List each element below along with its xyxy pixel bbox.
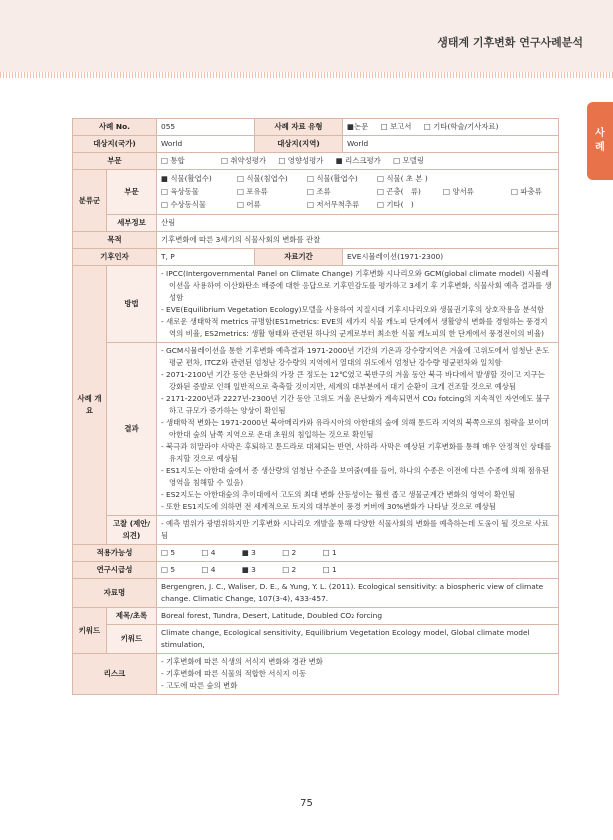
urgency-label: 연구시급성	[73, 562, 157, 579]
method-content	[157, 266, 559, 343]
sector-option: □ 통합	[161, 156, 185, 165]
factor-value: T, P	[157, 249, 255, 266]
rating-option: □ 4	[201, 565, 216, 574]
rating-option: □ 4	[201, 548, 216, 557]
result-item: - 생태학적 변화는 1971-2000년 북아메리카와 유라시아의 아한대의 숲에 의해 툰드라 지역의 북쪽으로의 침략을 보이며 아한대 숲의 남쪽 지역으로 온대 초원의 침입하는 것으로 확인됨	[161, 417, 554, 441]
row-keyword-title	[73, 608, 559, 625]
row-factor	[73, 249, 559, 266]
rating-option: □ 1	[322, 548, 337, 557]
result-item: - ES1지도는 아한대 숲에서 종 생산량의 엄청난 수준을 보여줌(예를 들어, 하나의 수종은 이전에 다른 수종에 의해 점유된 영역을 침해할 수 있음)	[161, 465, 554, 489]
factor-label: 기후인자	[73, 249, 157, 266]
rating-option: ■ 3	[241, 565, 256, 574]
sector-options	[157, 153, 559, 170]
discussion-label: 고찰 (제안/의견)	[107, 516, 157, 545]
taxon-option: □ 포유류	[237, 187, 268, 196]
header-title: 생태계 기후변화 연구사례분석	[437, 36, 583, 49]
region-value: World	[343, 136, 559, 153]
taxon-option: □ 식물(활엽수)	[307, 174, 358, 183]
type-option: □ 기타(학술/기사자료)	[423, 122, 499, 131]
rating-option: ■ 3	[241, 548, 256, 557]
case-table	[72, 118, 559, 695]
taxon-option: □ 식물( 초 본 )	[377, 174, 428, 183]
purpose-label: 목적	[73, 232, 157, 249]
row-sector	[73, 153, 559, 170]
taxon-option: □ 어류	[237, 200, 261, 209]
row-country	[73, 136, 559, 153]
type-option: ■논문	[347, 122, 369, 131]
title-keyword-value: Boreal forest, Tundra, Desert, Latitude, Doubled CO₂ forcing	[157, 608, 559, 625]
header-band	[0, 0, 613, 72]
case-no-value: 055	[157, 119, 255, 136]
case-no-label: 사례 No.	[73, 119, 157, 136]
title-keyword-label: 제목/초록	[107, 608, 157, 625]
case-type-label: 사례 자료 유형	[255, 119, 343, 136]
sector-option: ■ 리스크평가	[335, 156, 381, 165]
page-number: 75	[300, 798, 313, 809]
row-detail	[73, 215, 559, 232]
method-item: - 새로운 생태학적 metrics 규명함(ES1metrics: EVE의 세가지 식물 캐노피 단계에서 생활양식 변화를 경험하는 풍경지역의 비율, ES2metrics: 생활 형태와 관련된 하나의 군계로부터 최소한 식물 캐노피의 한 단계에서 풍경전이의 비율)	[161, 316, 554, 340]
row-urgency	[73, 562, 559, 579]
taxon-option: ■ 식물(활엽수)	[161, 174, 212, 183]
country-label: 대상지(국가)	[73, 136, 157, 153]
risk-label: 리스크	[73, 654, 157, 695]
rating-option: □ 5	[161, 565, 176, 574]
rating-option: □ 1	[322, 565, 337, 574]
taxon-option: □ 파충류	[511, 187, 542, 196]
result-item: - ES2지도는 아한대숲의 추이대에서 고도의 최대 변화 산등성이는 훨씬 좁고 생물군계간 변화의 영역이 확인됨	[161, 489, 554, 501]
taxon-option: □ 육상동물	[161, 187, 199, 196]
overview-label: 사례 개요	[73, 266, 107, 545]
taxon-options	[157, 170, 559, 215]
result-item: - 북극과 히말라야 사막은 후퇴하고 툰드라로 대체되는 반면, 사하라 사막은 예상된 기후변화를 통해 매우 안정적인 상태를 유지할 것으로 예상됨	[161, 441, 554, 465]
row-keyword	[73, 625, 559, 654]
header-stripe	[0, 72, 613, 78]
taxon-option: □ 식물(침엽수)	[237, 174, 288, 183]
taxon-option: □ 저서무척추류	[307, 200, 360, 209]
row-taxon	[73, 170, 559, 215]
detail-value: 산림	[157, 215, 559, 232]
keyword-value: Climate change, Ecological sensitivity, Equilibrium Vegetation Ecology model, Global climate model stimulation,	[157, 625, 559, 654]
taxon-option: □ 조류	[307, 187, 331, 196]
taxon-option: □ 수상동식물	[161, 200, 207, 209]
row-method	[73, 266, 559, 343]
risk-content	[157, 654, 559, 695]
result-item: - GCM시뮬레이션을 통한 기후변화 예측결과 1971-2000년 기간의 기온과 강수량지역은 겨울에 고위도에서 엄청난 온도 평균 편차, ITCZ와 관련된 엄청난 강수량의 지역에서 열대의 위도에서 엄청난 강수량 평균편차와 일치함	[161, 345, 554, 369]
side-tab-char-1: 사	[595, 128, 605, 139]
row-source	[73, 579, 559, 608]
taxon-option: □ 곤충( 류)	[377, 187, 421, 196]
row-purpose	[73, 232, 559, 249]
period-value: EVE시뮬레이션(1971-2300)	[343, 249, 559, 266]
type-option: □ 보고서	[380, 122, 412, 131]
risk-item: - 고도에 따른 숲의 변화	[161, 680, 554, 692]
sector-option: □ 취약성평가	[220, 156, 267, 165]
discussion-value: - 예측 범위가 광범위하지만 기후변화 시나리오 개발을 통해 다양한 식물사회의 변화를 예측하는데 도움이 될 것으로 사료됨	[157, 516, 559, 545]
method-label: 방법	[107, 266, 157, 343]
result-content	[157, 343, 559, 516]
keyword-label: 키워드	[73, 608, 107, 654]
source-label: 자료명	[73, 579, 157, 608]
sector-label: 부문	[73, 153, 157, 170]
keyword-sub-label: 키워드	[107, 625, 157, 654]
result-item: - 2071-2100년 기간 동안 온난화의 가장 큰 정도는 12℃였고 북반구의 겨울 동안 북극 바다에서 발생할 것이고 지구는 강화된 증발로 인해 일반적으로 축축할 것이지만, 세계의 대부분에서 대기 순환이 크게 건조할 것으로 예상됨	[161, 369, 554, 393]
rating-option: □ 2	[282, 548, 297, 557]
rating-option: □ 5	[161, 548, 176, 557]
period-label: 자료기간	[255, 249, 343, 266]
section-side-tab	[587, 102, 613, 180]
rating-option: □ 2	[282, 565, 297, 574]
row-applicability	[73, 545, 559, 562]
side-tab-char-2: 례	[595, 142, 605, 153]
region-label: 대상지(지역)	[255, 136, 343, 153]
taxon-sector-label: 부문	[107, 170, 157, 215]
applicability-options	[157, 545, 559, 562]
urgency-options	[157, 562, 559, 579]
case-type-options	[343, 119, 559, 136]
purpose-value: 기후변화에 따른 3세기의 식물사회의 변화를 관찰	[157, 232, 559, 249]
taxon-option: □ 기타( )	[377, 200, 414, 209]
taxon-option	[443, 173, 505, 185]
row-risk	[73, 654, 559, 695]
result-item: - 2171-2200년과 2227년-2300년 기간 동안 고위도 겨울 온난화가 계속되면서 CO₂ fotcing의 지속적인 자연에도 불구하고 규모가 증가하는 양상이 확인됨	[161, 393, 554, 417]
taxon-option: □ 양서류	[443, 187, 474, 196]
country-value: World	[157, 136, 255, 153]
source-value: Bergengren, J. C., Waliser, D. E., & Yung, Y. L. (2011). Ecological sensitivity: a biospheric view of climate change. Climatic Change, 107(3-4), 433-457.	[157, 579, 559, 608]
method-item: - IPCC(Intergovernmental Panel on Climate Change) 기후변화 시나리오와 GCM(global climate model) 시뮬레이션을 사용하여 이산화탄소 배증에 대한 응답으로 기후민감도를 평가하고 3세기 후 기후변화, 식물사회 예측 결과를 생성함	[161, 268, 554, 304]
detail-label: 세부정보	[107, 215, 157, 232]
row-discussion	[73, 516, 559, 545]
row-case-no	[73, 119, 559, 136]
risk-item: - 기후변화에 따른 식생의 서식지 변화와 경관 변화	[161, 656, 554, 668]
risk-item: - 기후변화에 따른 식물의 적합한 서식지 이동	[161, 668, 554, 680]
result-label: 결과	[107, 343, 157, 516]
sector-option: □ 모델링	[393, 156, 424, 165]
method-item: - EVE(Equilibrium Vegetation Ecology)모델을 사용하여 지질시대 기후시나리오와 생물권기후의 상호작용을 분석함	[161, 304, 554, 316]
taxon-label: 분류군	[73, 170, 107, 232]
row-result	[73, 343, 559, 516]
sector-option: □ 영향성평가	[278, 156, 324, 165]
applicability-label: 적용가능성	[73, 545, 157, 562]
result-item: - 또한 ES1지도에 의하면 전 세계적으로 토지의 대부분이 풍경 커버에 30%변화가 나타날 것으로 예상됨	[161, 501, 554, 513]
